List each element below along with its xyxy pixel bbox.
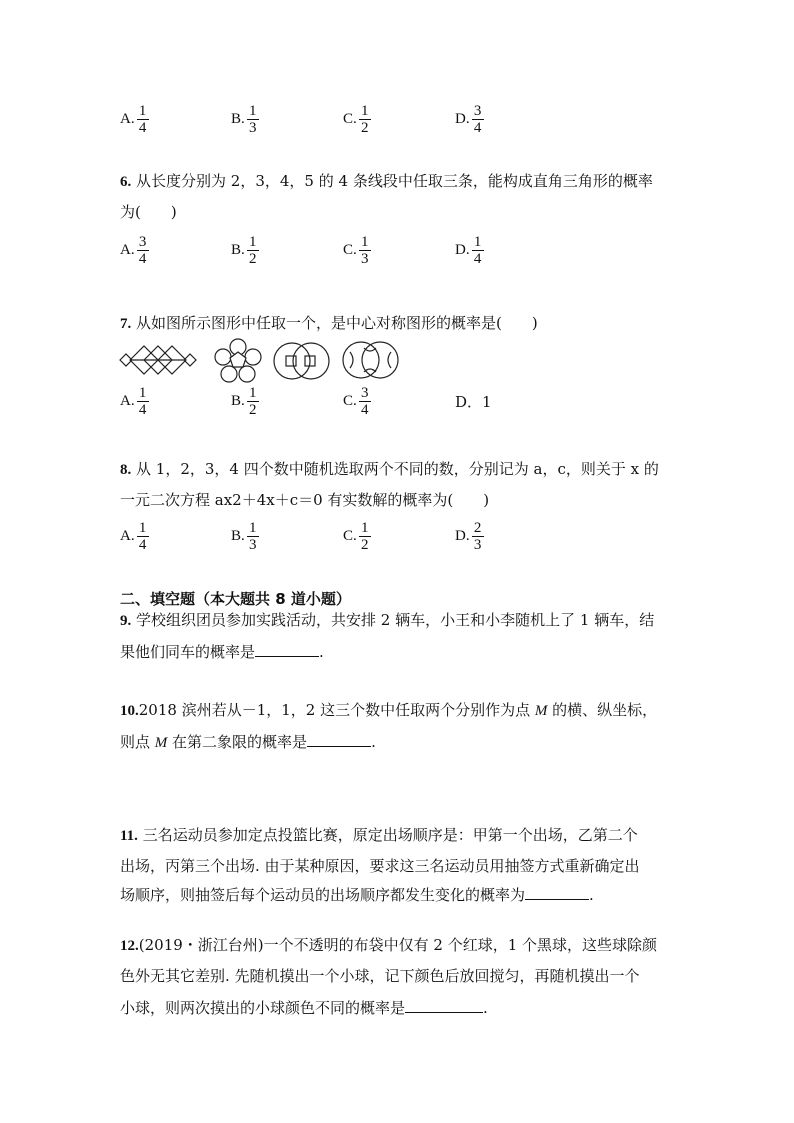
question-text: 学校组织团员参加实践活动，共安排 2 辆车，小王和小李随机上了 1 辆车，结 xyxy=(136,611,655,629)
question-text: 一元二次方程 ax2＋4x＋c＝0 有实数解的概率为( ) xyxy=(120,491,490,509)
numerator: 1 xyxy=(249,102,257,119)
question-text: 的横、纵坐标， xyxy=(547,701,658,719)
q7-line-1 xyxy=(120,313,538,334)
numerator: 1 xyxy=(249,519,257,536)
question-text: 从如图所示图形中任取一个，是中心对称图形的概率是( ) xyxy=(136,314,538,332)
option-label: D. xyxy=(455,241,470,258)
denominator: 3 xyxy=(249,536,257,553)
option-label: C. xyxy=(343,110,357,127)
answer-blank[interactable] xyxy=(307,731,371,747)
question-text: 小球，则两次摸出的小球颜色不同的概率是 xyxy=(120,999,406,1017)
variable-m: M xyxy=(534,703,548,719)
answer-blank[interactable] xyxy=(255,641,319,657)
numerator: 1 xyxy=(249,233,257,250)
option-label: C. xyxy=(343,392,357,409)
question-text: 出场，丙第三个出场. 由于某种原因，要求这三名运动员用抽签方式重新确定出 xyxy=(120,857,640,875)
q6-option-c xyxy=(343,230,371,270)
fraction xyxy=(247,385,259,418)
fraction xyxy=(247,520,259,553)
q5-option-d xyxy=(455,99,484,139)
fraction xyxy=(137,385,149,418)
q10-line-2 xyxy=(120,731,376,753)
question-number: 9. xyxy=(120,613,132,629)
q9-line-1 xyxy=(120,610,654,631)
denominator: 3 xyxy=(249,119,257,136)
option-label: D. xyxy=(455,527,470,544)
q12-line-3 xyxy=(120,997,488,1018)
numerator: 1 xyxy=(361,102,369,119)
numerator: 3 xyxy=(473,102,482,119)
fraction xyxy=(359,520,371,553)
denominator: 4 xyxy=(138,536,147,553)
denominator: 2 xyxy=(249,250,257,267)
option-label: D. xyxy=(455,110,470,127)
section-title: 二、填空题（本大题共 8 道小题） xyxy=(120,590,351,608)
option-label: A. xyxy=(120,241,135,258)
q6-line-1 xyxy=(120,171,653,192)
q6-line-2 xyxy=(120,202,177,222)
question-text: 色外无其它差别. 先随机摸出一个小球，记下颜色后放回搅匀，再随机摸出一个 xyxy=(120,967,640,985)
numerator: 2 xyxy=(473,519,482,536)
numerator: 3 xyxy=(361,384,369,401)
fraction xyxy=(359,385,371,418)
q6-option-a xyxy=(120,230,149,270)
q10-line-1 xyxy=(120,700,657,721)
fraction xyxy=(359,103,371,136)
q11-line-1 xyxy=(120,825,638,846)
q5-option-a xyxy=(120,99,149,139)
option-label: A. xyxy=(120,527,135,544)
q5-option-b xyxy=(231,99,259,139)
option-label: C. xyxy=(343,241,357,258)
denominator: 4 xyxy=(138,119,147,136)
q6-option-b xyxy=(231,230,259,270)
fraction xyxy=(137,234,149,267)
answer-blank[interactable] xyxy=(405,997,483,1013)
fraction xyxy=(472,520,484,553)
figure-circle-arcs xyxy=(342,340,400,380)
q11-line-3 xyxy=(120,884,594,905)
question-number: 8. xyxy=(120,462,132,478)
answer-blank[interactable] xyxy=(525,884,589,900)
q8-option-a xyxy=(120,516,149,556)
q8-line-2 xyxy=(120,490,489,510)
option-label: A. xyxy=(120,110,135,127)
numerator: 1 xyxy=(361,519,369,536)
question-text: 果他们同车的概率是 xyxy=(120,643,256,661)
q8-option-c xyxy=(343,516,371,556)
denominator: 4 xyxy=(138,250,147,267)
option-d-text: D．1 xyxy=(455,392,492,411)
fraction xyxy=(247,103,259,136)
figure-coin-circles xyxy=(273,341,331,381)
q7-option-d xyxy=(455,381,492,421)
numerator: 3 xyxy=(138,233,147,250)
figure-pentagon-flower xyxy=(214,337,262,383)
q11-line-2 xyxy=(120,856,640,876)
option-label: B. xyxy=(231,392,245,409)
question-text: 2018 滨州若从－1，1，2 这三个数中任取两个分别作为点 xyxy=(138,701,535,719)
q9-line-2 xyxy=(120,641,324,662)
fraction xyxy=(472,103,484,136)
denominator: 2 xyxy=(361,119,369,136)
numerator: 1 xyxy=(138,384,147,401)
numerator: 1 xyxy=(473,233,482,250)
option-label: B. xyxy=(231,110,245,127)
numerator: 1 xyxy=(138,519,147,536)
period: . xyxy=(483,999,488,1017)
question-text: 从 1，2，3，4 四个数中随机选取两个不同的数，分别记为 a，c，则关于 x 的 xyxy=(136,460,659,478)
question-text: 则点 xyxy=(120,733,155,751)
figure-diamond-knot xyxy=(120,342,200,378)
question-number: 7. xyxy=(120,316,132,332)
fraction xyxy=(247,234,259,267)
fraction xyxy=(472,234,484,267)
numerator: 1 xyxy=(249,384,257,401)
option-label: C. xyxy=(343,527,357,544)
q12-line-1 xyxy=(120,935,657,956)
question-number: 12. xyxy=(120,938,139,954)
option-label: B. xyxy=(231,241,245,258)
q12-line-2 xyxy=(120,966,640,986)
denominator: 3 xyxy=(361,250,369,267)
question-text: 从长度分别为 2，3，4，5 的 4 条线段中任取三条，能构成直角三角形的概率 xyxy=(136,172,653,190)
option-label: A. xyxy=(120,392,135,409)
question-text: 场顺序，则抽签后每个运动员的出场顺序都发生变化的概率为 xyxy=(120,886,526,904)
numerator: 1 xyxy=(361,233,369,250)
period: . xyxy=(319,643,324,661)
question-number: 10. xyxy=(120,703,139,719)
q7-option-b xyxy=(231,381,259,421)
denominator: 4 xyxy=(361,401,369,418)
q6-option-d xyxy=(455,230,484,270)
question-number: 6. xyxy=(120,174,132,190)
option-label: B. xyxy=(231,527,245,544)
question-number: 11. xyxy=(120,828,138,844)
denominator: 4 xyxy=(138,401,147,418)
fraction xyxy=(359,234,371,267)
denominator: 2 xyxy=(249,401,257,418)
fraction xyxy=(137,103,149,136)
numerator: 1 xyxy=(138,102,147,119)
question-text: 在第二象限的概率是 xyxy=(167,733,308,751)
denominator: 4 xyxy=(473,119,482,136)
q7-option-a xyxy=(120,381,149,421)
q8-option-b xyxy=(231,516,259,556)
denominator: 3 xyxy=(473,536,482,553)
variable-m: M xyxy=(154,735,168,751)
period: . xyxy=(371,733,376,751)
denominator: 4 xyxy=(473,250,482,267)
period: . xyxy=(589,886,594,904)
question-text: 为( ) xyxy=(120,203,177,221)
fraction xyxy=(137,520,149,553)
section-heading xyxy=(120,588,351,609)
denominator: 2 xyxy=(361,536,369,553)
q8-option-d xyxy=(455,516,484,556)
question-text: (2019・浙江台州)一个不透明的布袋中仅有 2 个红球，1 个黑球，这些球除颜 xyxy=(138,936,658,954)
q8-line-1 xyxy=(120,459,659,480)
q7-option-c xyxy=(343,381,371,421)
q5-option-c xyxy=(343,99,371,139)
question-text: 三名运动员参加定点投篮比赛，原定出场顺序是：甲第一个出场，乙第二个 xyxy=(142,826,638,844)
